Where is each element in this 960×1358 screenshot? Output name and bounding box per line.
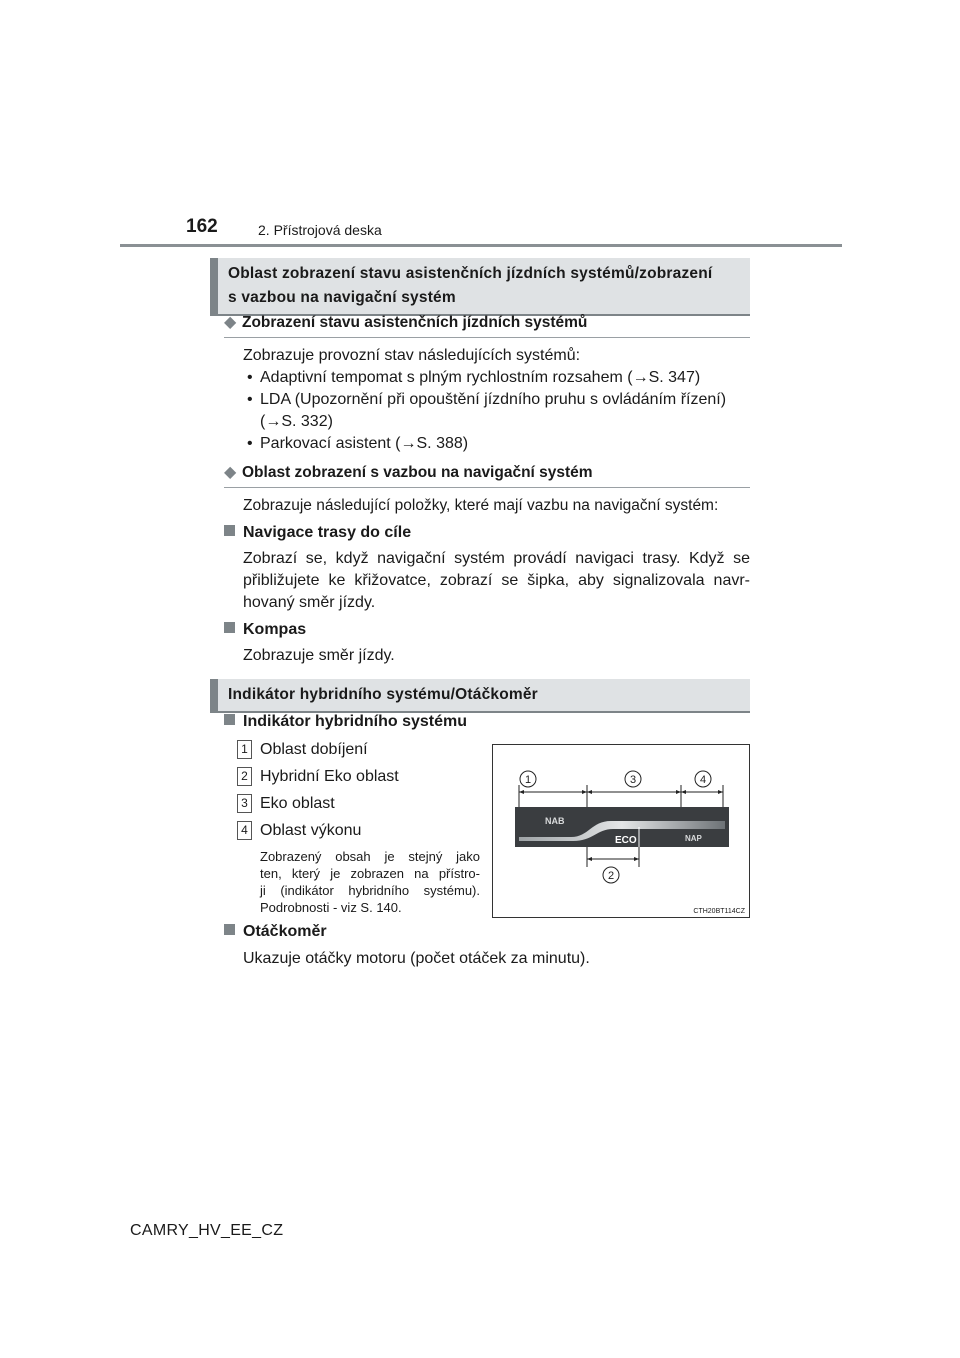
hybrid-indicator-illustration: [493, 745, 749, 917]
header-divider: [120, 244, 842, 247]
list-item-text: (→S. 332): [260, 413, 333, 430]
section-heading-assist-nav: [210, 258, 750, 316]
nap-label: NAP: [685, 834, 702, 843]
list-item-text: LDA (Upozornění při opouštění jízdního pruhu s ovládáním řízení): [260, 391, 727, 408]
callout-label: 1: [524, 774, 532, 786]
chapter-title: 2. Přístrojová deska: [258, 222, 382, 238]
text-line: přibližujete ke křižovatce, zobrazí se šipka, aby signalizovala navr-: [243, 572, 750, 589]
section-heading-line1: Oblast zobrazení stavu asistenčních jízdních systémů/zobrazení: [228, 265, 713, 282]
note-line: ten, který je zobrazen na přístro-: [260, 866, 480, 881]
item-heading-text: Navigace trasy do cíle: [243, 524, 412, 541]
hybrid-indicator-figure: [492, 744, 750, 918]
tachometer-text: Ukazuje otáčky motoru (počet otáček za minutu).: [243, 950, 590, 967]
legend-label: Hybridní Eko oblast: [260, 768, 399, 785]
item-heading-text: Indikátor hybridního systému: [243, 713, 468, 730]
note-line: Zobrazený obsah je stejný jako: [260, 849, 480, 864]
section-heading-line1: Indikátor hybridního systému/Otáčkoměr: [228, 686, 538, 703]
callout-label: 2: [607, 870, 615, 882]
legend-label: Eko oblast: [260, 795, 335, 812]
figure-code: CTH20BT114CZ: [693, 908, 745, 915]
callout-label: 3: [629, 774, 637, 786]
diamond-icon: ◆: [224, 314, 237, 331]
text-line: hovaný směr jízdy.: [243, 594, 376, 611]
note-line: Podrobnosti - viz S. 140.: [260, 900, 402, 915]
item-heading-tachometer: [224, 921, 327, 943]
item-heading-text: Kompas: [243, 621, 307, 638]
item-heading-text: Otáčkoměr: [243, 923, 327, 940]
callout-label: 4: [699, 774, 707, 786]
bullet-icon: •: [247, 435, 253, 452]
nav-intro: Zobrazuje následující položky, které mají vazbu na navigační systém:: [243, 497, 719, 514]
legend-label: Oblast výkonu: [260, 822, 362, 839]
list-item-text: Parkovací asistent (→S. 388): [260, 435, 469, 452]
subheading-text: Zobrazení stavu asistenčních jízdních systémů: [242, 314, 588, 331]
item-heading-route-guidance: [224, 522, 411, 544]
section-heading-hybrid-tacho: [210, 679, 750, 713]
diamond-icon: ◆: [224, 464, 237, 481]
compass-text: Zobrazuje směr jízdy.: [243, 647, 395, 664]
callout-number: 1: [237, 740, 252, 759]
bullet-icon: •: [247, 391, 253, 408]
page-number: 162: [186, 216, 218, 237]
legend-item: [237, 820, 361, 842]
document-code: CAMRY_HV_EE_CZ: [130, 1222, 284, 1239]
assist-intro: Zobrazuje provozní stav následujících systémů:: [243, 347, 581, 364]
square-bullet-icon: [224, 714, 235, 725]
callout-number: 3: [237, 794, 252, 813]
square-bullet-icon: [224, 924, 235, 935]
list-item-text: Adaptivní tempomat s plným rychlostním rozsahem (→S. 347): [260, 369, 701, 386]
subheading-text: Oblast zobrazení s vazbou na navigační systém: [242, 464, 593, 481]
text-line: Zobrazí se, když navigační systém provádí navigaci trasy. Když se: [243, 550, 750, 567]
legend-item: [237, 739, 368, 761]
nab-label: NAB: [545, 816, 565, 826]
hybrid-note: [260, 848, 480, 916]
callout-number: 2: [237, 767, 252, 786]
route-guidance-text: [243, 548, 750, 614]
square-bullet-icon: [224, 622, 235, 633]
legend-item: [237, 766, 399, 788]
legend-item: [237, 793, 335, 815]
item-heading-compass: [224, 619, 306, 641]
note-line: ji (indikátor hybridního systému).: [260, 883, 480, 898]
square-bullet-icon: [224, 525, 235, 536]
item-heading-hybrid-indicator: [224, 711, 467, 733]
callout-number: 4: [237, 821, 252, 840]
subheading-nav-area: [224, 462, 750, 488]
bullet-icon: •: [247, 369, 253, 386]
eco-label: ECO: [615, 835, 637, 846]
subheading-assist-status: [224, 312, 750, 338]
section-heading-line2: s vazbou na navigační systém: [228, 289, 456, 306]
legend-label: Oblast dobíjení: [260, 741, 368, 758]
